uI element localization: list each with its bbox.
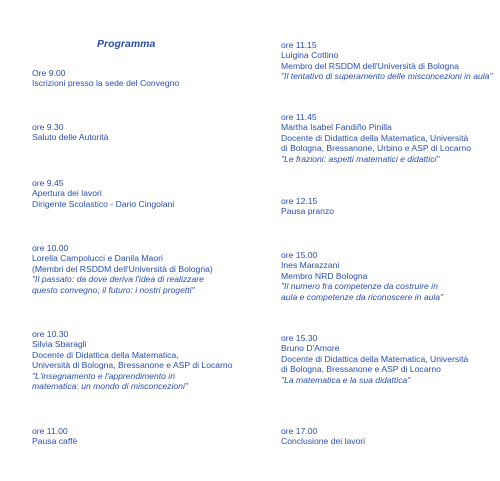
- item-text: Lorella Campolucci e Danila Maori: [32, 253, 163, 264]
- program-item: [281, 40, 493, 82]
- program-item: [32, 122, 108, 143]
- program-item: [281, 426, 365, 447]
- item-talk-title: "Le frazioni: aspetti matematici e didattici": [281, 153, 440, 164]
- item-text: Docente di Didattica della Matematica,: [32, 349, 179, 360]
- item-time: ore 11.15: [281, 40, 317, 50]
- program-item: [32, 178, 174, 209]
- item-time: ore 12.15: [281, 196, 318, 206]
- item-text: Membro NRD Bologna: [281, 270, 368, 281]
- item-text: di Bologna, Bressanone, Urbino e ASP di Locarno: [281, 143, 471, 154]
- item-talk-title: "Il tentativo di superamento delle misconcezioni in aula": [281, 71, 493, 82]
- item-text: Apertura dei lavori: [32, 188, 102, 199]
- item-talk-title: matematica: un mondo di misconcezioni": [32, 381, 188, 392]
- item-time: ore 9.45: [32, 178, 64, 188]
- item-text: (Membri del RSDDM dell'Università di Bologna): [32, 263, 213, 274]
- item-text: Dirigente Scolastico - Dario Cingolani: [32, 198, 175, 209]
- program-item: [281, 196, 334, 217]
- program-item: [281, 333, 468, 385]
- item-time: ore 11.00: [32, 426, 68, 436]
- item-talk-title: "L'insegnamento e l'apprendimento in: [32, 370, 175, 381]
- item-talk-title: "La matematica e la sua didattica": [281, 374, 411, 385]
- item-talk-title: aula e competenze da riconoscere in aula": [281, 291, 444, 302]
- item-text: Università di Bologna, Bressanone e ASP di Locarno: [32, 360, 233, 371]
- program-item: [32, 329, 233, 391]
- program-item: [281, 112, 471, 164]
- item-text: Docente di Didattica della Matematica, Università: [281, 353, 469, 364]
- item-talk-title: questo convegno; il futuro: i nostri progetti": [32, 284, 195, 295]
- item-time: ore 10.00: [32, 243, 69, 253]
- item-text: Pausa pranzo: [281, 206, 335, 217]
- item-text: Conclusione dei lavori: [281, 436, 366, 447]
- item-time: ore 10.30: [32, 329, 69, 339]
- item-text: Martha Isabel Fandiño Pinilla: [281, 122, 392, 133]
- item-text: Iscrizioni presso la sede del Convegno: [32, 78, 180, 89]
- item-time: Ore 9.00: [32, 68, 66, 78]
- item-text: di Bologna, Bressanone e ASP di Locarno: [281, 364, 441, 375]
- item-time: ore 11.45: [281, 112, 317, 122]
- program-title: Programma: [97, 38, 156, 50]
- item-text: Bruno D'Amore: [281, 343, 340, 354]
- item-text: Docente di Didattica della Matematica, Università: [281, 132, 469, 143]
- item-time: ore 17.00: [281, 426, 318, 436]
- item-text: Saluto delle Autorità: [32, 132, 109, 143]
- program-item: [32, 243, 213, 295]
- program-item: [281, 250, 443, 302]
- item-time: ore 9.30: [32, 122, 64, 132]
- program-item: [32, 68, 179, 89]
- item-text: Silvia Sbaragli: [32, 339, 87, 350]
- item-talk-title: "Il passato: da dove deriva l'idea di realizzare: [32, 274, 204, 285]
- item-talk-title: "Il numero fra competenze da costruire in: [281, 281, 438, 292]
- item-time: ore 15.30: [281, 333, 318, 343]
- item-text: Membro del RSDDM dell'Università di Bologna: [281, 60, 459, 71]
- item-text: Luigina Cottino: [281, 50, 339, 61]
- item-text: Pausa caffè: [32, 436, 78, 447]
- item-text: Ines Marazzani: [281, 260, 340, 271]
- item-time: ore 15.00: [281, 250, 318, 260]
- program-item: [32, 426, 77, 447]
